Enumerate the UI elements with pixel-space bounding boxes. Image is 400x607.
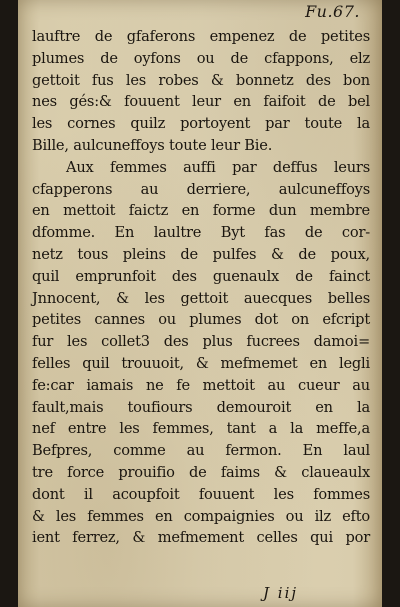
text-line: nef entre les femmes, tant a la meffe,a <box>32 420 370 438</box>
text-line: Jnnocent, & les gettoit auecques belles <box>32 289 370 307</box>
text-line: ient ferrez, & mefmement celles qui por <box>32 529 370 547</box>
text-line: Bille, aulcuneffoys toute leur Bie. <box>32 136 273 154</box>
text-line: cfapperons au derriere, aulcuneffoys <box>32 180 370 198</box>
signature-mark: J iij <box>263 584 299 602</box>
text-line: Befpres, comme au fermon. En laul <box>32 442 370 460</box>
folio-number: Fu.67. <box>305 2 360 21</box>
text-line: fe:car iamais ne fe mettoit au cueur au <box>32 376 370 394</box>
text-line: petites cannes ou plumes dot on efcript <box>32 311 370 329</box>
text-line: lauftre de gfaferons empenez de petites <box>32 28 370 45</box>
text-line: quil emprunfoit des guenaulx de fainct <box>32 267 370 285</box>
text-line: les cornes quilz portoyent par toute la <box>32 115 370 133</box>
text-line: fault,mais toufiours demouroit en la <box>32 398 370 416</box>
text-line: tre force prouifio de faims & claueaulx <box>32 463 370 481</box>
text-line: Aux femmes auffi par deffus leurs <box>66 158 370 176</box>
text-line: gettoit fus les robes & bonnetz des bon <box>32 71 370 89</box>
text-line: fur les collet3 des plus fucrees damoi= <box>32 333 370 351</box>
text-line: & les femmes en compaignies ou ilz efto <box>32 507 370 525</box>
text-line: plumes de oyfons ou de cfappons, elz <box>32 49 370 67</box>
text-line: dfomme. En laultre Byt fas de cor- <box>32 224 370 242</box>
text-line: netz tous pleins de pulfes & de poux, <box>32 245 370 263</box>
text-line: felles quil trouuoit, & mefmemet en legli <box>32 354 370 372</box>
book-page <box>18 0 382 607</box>
text-line: en mettoit faictz en forme dun membre <box>32 202 370 220</box>
text-line: nes gés:& fouuent leur en faifoit de bel <box>32 93 370 111</box>
body-text <box>32 26 370 549</box>
text-line: dont il acoupfoit fouuent les fommes <box>32 485 370 503</box>
